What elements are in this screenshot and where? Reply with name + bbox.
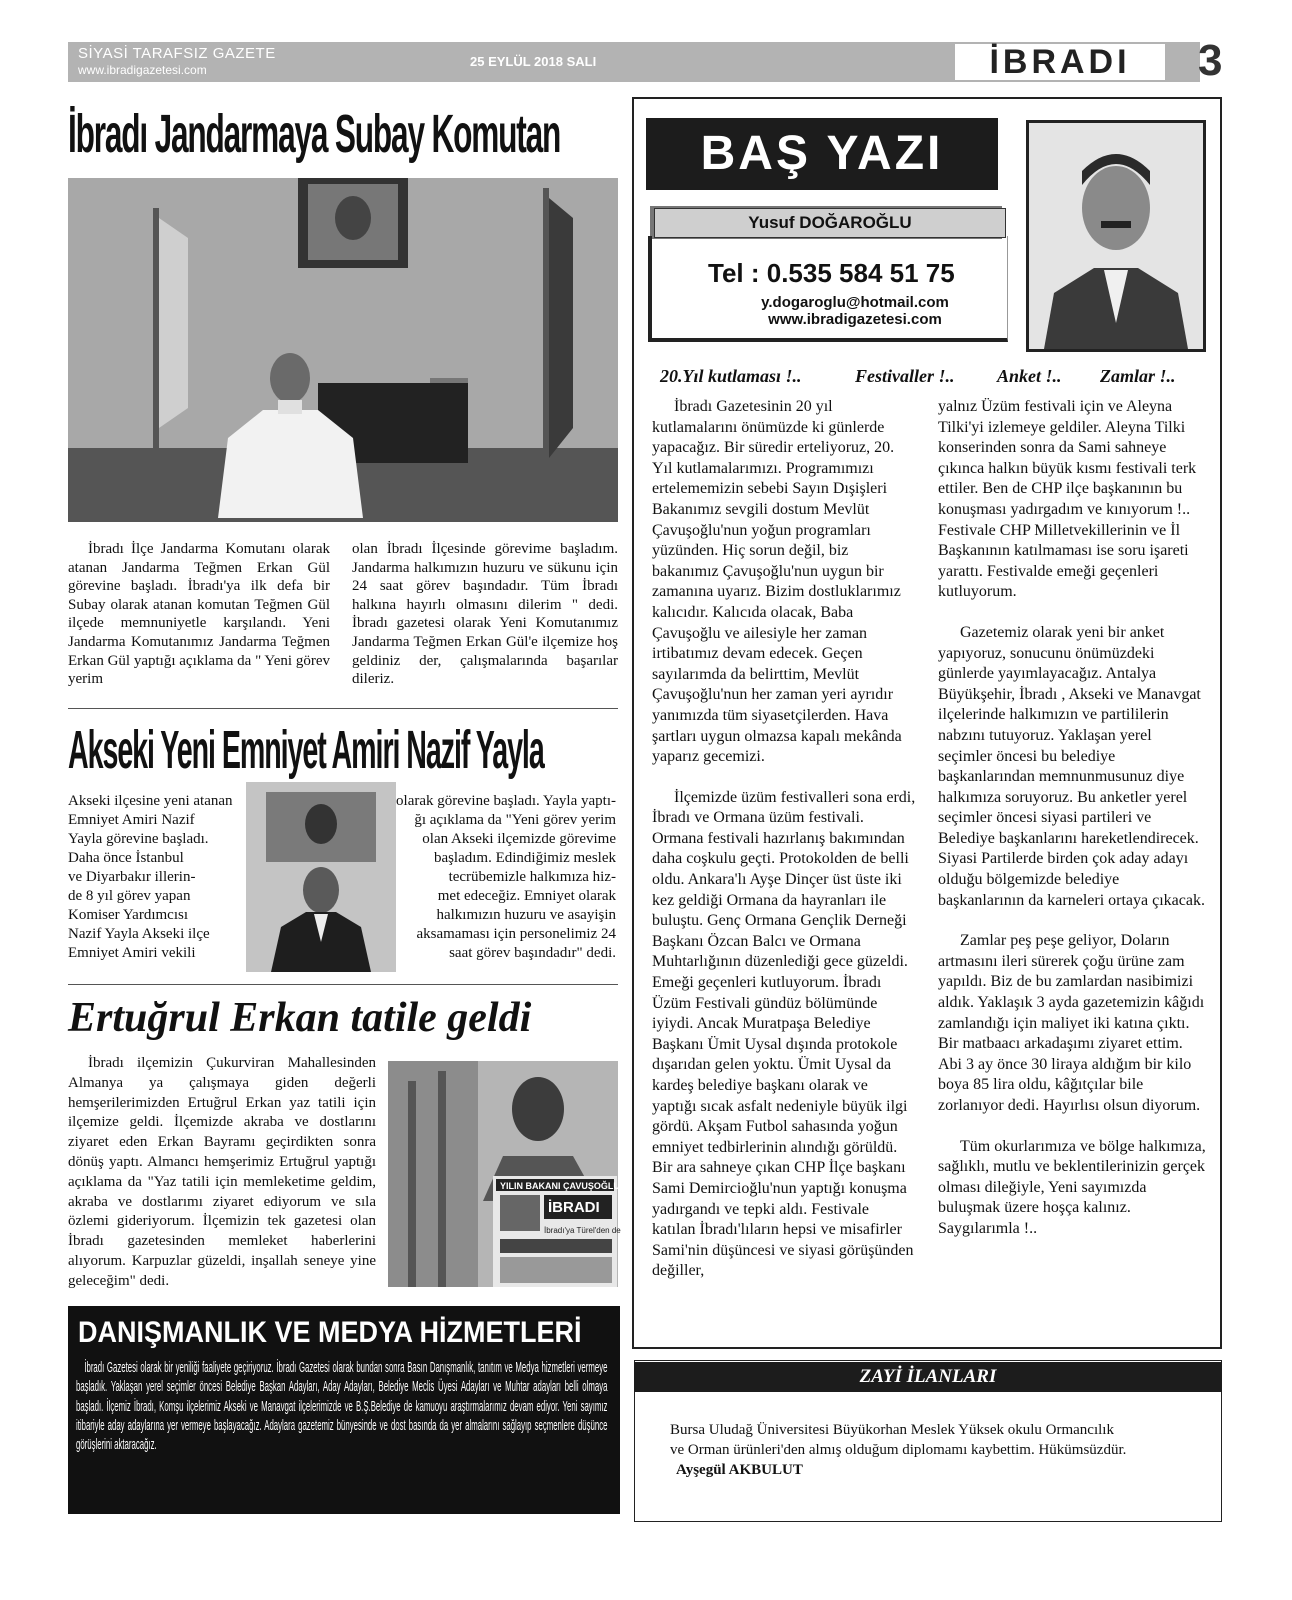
newspaper-logo: İBRADI: [548, 1199, 600, 1216]
text-line: olarak görevine başladı. Yayla yaptı-: [396, 793, 616, 809]
newspaper-banner: YILIN BAKANI ÇAVUŞOĞLU SEÇİ: [500, 1181, 644, 1191]
text-line: Emniyet Amiri vekili: [68, 945, 196, 961]
paragraph: Gazetemiz olarak yeni bir anket yapıyoruz, sonucunu önümüzdeki günlerde yayımlayacağız. Antalya Büyükşehir, İbradı , Akseki ve Manavgat ilçelerinde halkımızın ve partililerin nabzını tutuyoruz. Yaklaşan yerel seçimler öncesi bu belediye başkanlarından memnunmusunuz diye halkımıza soruyoruz. Bu anketler yerel seçimler öncesi siyasi partileri ve Belediye başkanlarını hareketlendirecek. Siyasi Partilerde birden çok aday adayı olduğu bölgemizde belediye başkanlarının da karneleri ortaya çıkacak.: [938, 623, 1205, 909]
zayi-name: Ayşegül AKBULUT: [676, 1462, 803, 1478]
text-line: tecrübemizle halkımıza hiz-: [448, 869, 616, 885]
article2-text-right: [380, 792, 616, 963]
text-line: Akseki ilçesine yeni atanan: [68, 793, 233, 809]
masthead-logo-text: İBRADI: [989, 43, 1131, 81]
commander-office-image: [68, 178, 618, 522]
author-email: y.dogaroglu@hotmail.com: [761, 294, 949, 311]
article2-text-left: [68, 792, 268, 963]
text-line: olan Akseki ilçemizde görevime: [422, 831, 616, 847]
paragraph: İlçemizde üzüm festivalleri sona erdi, İbradı ve Ormana üzüm festivali. Ormana festivali hazırlanış bakımından daha coşkulu geçti. Protokolden de belli oldu. Ankara'lı Ayşe Dinçer üst üste iki kez geldiği Ormana da hayranları ile buluştu. Genç Ormana Gençlik Derneği Başkanı Özcan Balcı ve Ormana Muhtarlığının düzenlediği gece güzeldi. Emeği geçenleri kutluyorum. İbradı Üzüm Festivali gündüz bölümünde iyiydi. Ancak Muratpaşa Belediye Başkanı Ümit Uysal dışında protokole dışarıdan gelen yoktu. Ümit Uysal da kardeş belediye başkanı olarak ve yaptığı sıcak asfalt nedeniyle büyük ilgi gördü. Akşam Futbol sahasında yoğun emniyet tedbirlerinin alındığı görüldü. Bir ara sahneye çıkan CHP İlçe başkanı Sami Demircioğlu'nun yaptığı konuşma yadırgandı ve tepki aldı. Festivale katılan İbradı'lıların hepsi ve misafirler Sami'nin düşüncesi ve siyasi görüşünden değiller,: [652, 788, 916, 1280]
article3-headline: Ertuğrul Erkan tatile geldi: [68, 995, 532, 1041]
author-website: www.ibradigazetesi.com: [768, 311, 942, 328]
danismanlik-text: İbradı Gazetesi olarak bir yeniliği faaliyete geçiriyoruz. İbradı Gazetesi olarak bundan sonra Basın Danışmanlık, tanıtım ve Medya hizmetleri vermeye başladık. Yaklaşan yerel seçimler öncesi Belediye Başkan Adayları, Aday Adayları, Beledi̇ye Meclis Üyesi Adayları ve Muhtar adayları belli olmaya başladı. İlçemiz İbradı, Komşu ilçelerimiz Akseki ve Manavgat ilçelerimizde ve B.Ş.Belediye de kamuoyu araştırmalarımız devam ediyor. Yeni sayımız itibariyle aday adaylarına yer vermeye başlayacağız. Adaylara gazetemiz bünyesinde ve dost basında da yer almalarını sağlayıp seçmenlere düşünce görüşlerini aktaracağız.: [76, 1359, 608, 1454]
topic-2: Festivaller !..: [855, 366, 955, 386]
topic-1: 20.Yıl kutlaması !..: [660, 366, 802, 386]
page-number: 3: [1198, 36, 1223, 85]
text-line: aksamaması için personelimiz 24: [416, 926, 616, 942]
police-chief-image: [246, 782, 396, 972]
zayi-title: ZAYİ İLANLARI: [859, 1366, 997, 1387]
header-website: www.ibradigazetesi.com: [78, 63, 207, 77]
article3-photo: [388, 1061, 644, 1287]
topic-4: Zamlar !..: [1100, 366, 1176, 386]
paragraph: Tüm okurlarımıza ve bölge halkımıza, sağlıklı, mutlu ve beklentilerinizin gerçek olması dileğiyle, Yeni sayımızda buluşmak üzere hoşça kalınız. Saygılarımla !..: [938, 1137, 1206, 1237]
article1-text-col1: İbradı İlçe Jandarma Komutanı olarak atanan Jandarma Teğmen Erkan Gül görevine başladı. İbradı'ya ilk defa bir Subay olarak atanan komutan Teğmen Gül ilçede memnuniyetle karşılandı. Yeni Jandarma Komutanımız Jandarma Teğmen Erkan Gül yaptığı açıklama da " Yeni görev yerim: [68, 541, 330, 688]
text-line: halkımızın huzuru ve asayişin: [436, 907, 616, 923]
text-line: de 8 yıl görev yapan: [68, 888, 191, 904]
text-line: Daha önce İstanbul: [68, 850, 184, 866]
header-tagline: SİYASİ TARAFSIZ GAZETE: [78, 45, 276, 62]
bas-yazi-title: BAŞ YAZI: [700, 127, 944, 180]
bas-yazi-col2: [938, 397, 1206, 1240]
author-phone: Tel : 0.535 584 51 75: [708, 258, 955, 288]
divider: [68, 984, 618, 985]
topic-3: Anket !..: [997, 366, 1062, 386]
text-line: Yayla görevine başladı.: [68, 831, 209, 847]
danismanlik-title: DANIŞMANLIK VE MEDYA HİZMETLERİ: [78, 1316, 582, 1349]
paragraph: İbradı Gazetesinin 20 yıl kutlamalarını önümüzde ki günlerde yapacağız. Bir süredir erteliyoruz, 20. Yıl kutlamalarımızı. Programımızı ertelememizin sebebi Sayın Dışişleri Bakanımız sevgili dostum Mevlüt Çavuşoğlu'nun yoğun programları yüzünden. Hiç sorun değil, biz bakanımız Çavuşoğlu'nun uygun bir zamanına uyarız. Bizim dostluklarımız kalıcıdır. Kalıcıda olacak, Baba Çavuşoğlu ve ailesiyle her zaman irtibatımız devam edecek. Geçen sayılarımda da belirttim, Mevlüt Çavuşoğlu'nun her zaman yeri ayrıdır yanımızda tüm siyasetçilerden. Hava şartları uygun olmazsa kapalı mekânda yaparız gecemizi.: [652, 398, 902, 766]
author-portrait-image: [1029, 123, 1203, 349]
paragraph: yalnız Üzüm festivali için ve Aleyna Tilki'yi izlemeye geldiler. Aleyna Tilki konserinden sonra da Sami sahneye çıkınca halkın büyük kısmı festivali terk ettiler. Ben de CHP ilçe başkanının bu konuşması yadırgadım ve kınıyorum !.. Festivale CHP Milletvekillerinin ve İl Başkanının katılmaması ise soru işareti yarattı. Festivalde emeği geçenleri kutluyorum.: [938, 398, 1197, 601]
bas-yazi-col1: [652, 397, 916, 1282]
text-line: Nazif Yayla Akseki ilçe: [68, 926, 210, 942]
newspaper-line: İbradı'ya Türel'den de: [544, 1226, 621, 1235]
article2-headline: Akseki Yeni Emniyet Amiri Nazif Yayla: [68, 720, 544, 780]
article3-text: İbradı ilçemizin Çukurviran Mahallesinden Almanya ya çalışmaya giden değerli hemşerilerimizden Ertuğrul Erkan yaz tatili için ilçemize geldi. İlçemizde akraba ve dostlarını ziyaret eden Erkan Bayramı geçirdikten sonra dönüş yaptı. Almancı hemşerimiz Ertuğrul yaptığı açıklama da "Yaz tatili için memleketime geldim, akraba ve dostlarımı ziyaret ediyorum ve sıla özlemi gideriyorum. İlçemizin tek gazetesi olan İbradı gazetesinden memleket haberlerini alıyorum. Karpuzlar güzeldi, inşallah seneye yine geleceğim" dedi.: [68, 1055, 376, 1289]
masthead-logo: [955, 44, 1165, 80]
article1-photo: [68, 178, 618, 522]
author-name: Yusuf DOĞAROĞLU: [654, 208, 1006, 238]
article2-portrait: [246, 782, 396, 972]
divider: [68, 708, 618, 709]
text-line: ve Diyarbakır illerin-: [68, 869, 196, 885]
article1-headline: İbradı Jandarmaya Subay Komutan: [68, 104, 561, 164]
paragraph: Zamlar peş peşe geliyor, Doların artmasını ileri sürerek çoğu ürüne zam yapıldı. Biz de bu zamlardan nasibimizi aldık. Yaklaşık 3 ayda gazetemizin kâğıdı zamlandığı için maliyet iki katına çıktı. Bir matbaacı arkadaşımı ziyaret ettim. Abi 3 ay önce 30 liraya aldığım bir kilo boya 85 lira oldu, kâğıtçılar bile zorlanıyor dedi. Hayırlısı olsun diyorum.: [938, 932, 1205, 1114]
text-line: Emniyet Amiri Nazif: [68, 812, 195, 828]
text-line: met edeceğiz. Emniyet olarak: [437, 888, 616, 904]
zayi-line1: Bursa Uludağ Üniversitesi Büyükorhan Meslek Yüksek okulu Ormancılık: [670, 1422, 1114, 1438]
author-photo: [1026, 120, 1206, 352]
zayi-line2: ve Orman ürünleri'den almış olduğum diplomamı kaybettim. Hükümsüzdür.: [670, 1442, 1127, 1458]
man-reading-newspaper-image: [388, 1061, 644, 1287]
text-line: saat görev başındadır" dedi.: [449, 945, 616, 961]
text-line: Komiser Yardımcısı: [68, 907, 188, 923]
header-date: 25 EYLÜL 2018 SALI: [470, 54, 597, 69]
text-line: başladım. Edindiğimiz meslek: [433, 850, 616, 866]
text-line: ğı açıklama da "Yeni görev yerim: [414, 812, 616, 828]
article1-text-col2: olan İbradı İlçesinde görevime başladım. Jandarma halkımızın huzuru ve sükunu için 24 saat görev başındadır. Tüm İbradı halkına hayırlı olmasını dilerim " dedi. İbradı gazetesi olarak Yeni Komutanımız Jandarma Teğmen Erkan Gül'e ilçemize hoş geldiniz der, çalışmalarında başarılar dileriz.: [352, 541, 618, 688]
